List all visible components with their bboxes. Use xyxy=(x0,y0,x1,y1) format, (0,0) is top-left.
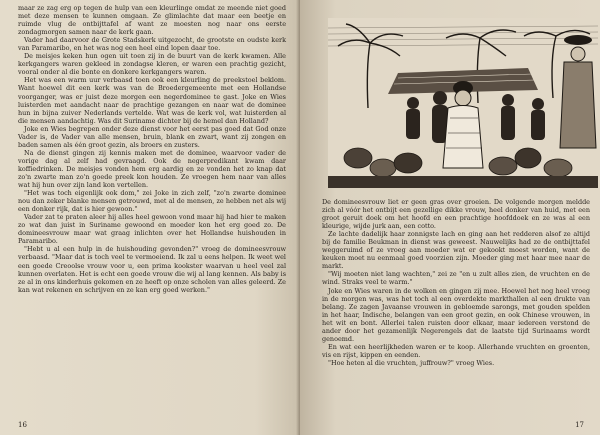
page-number: 17 xyxy=(575,421,584,429)
paragraph: Joke en Wies begrepen onder deze dienst voor het eerst pas goed dat God onze Vader is, de Vader van alle mensen, bruin, blank en zwart, want zij zongen en baden samen als één groot gezin, als broers en zusters. xyxy=(18,124,286,149)
page-number: 16 xyxy=(18,421,27,429)
paragraph: En wat een heerlijkheden waren er te koop. Allerhande vruchten en groenten, vis en rijst, kippen en eenden. xyxy=(322,342,590,359)
paragraph: De domineesvrouw liet er geen gras over groeien. De volgende morgen meldde zich al vóór het ontbijt een gezellige dikke vrouw, heel donker van huid, met een groot geruit doek om het hoofd en een prachtige hoofddoek en ze was al een kleurige, wijde jurk aan, een cotto. xyxy=(322,198,590,231)
paragraph: "Wij moeten niet lang wachten," zei ze "en u zult alles zien, de vruchten en de wind. Straks veel te warm." xyxy=(322,270,590,287)
paragraph: Het was een warm uur verbaasd toen ook een kleurling de preekstoel beklom. Want hoewel dit een kerk was van de Broedergemeente met een Hollandse voorganger, was er juist deze morgen een negerdominee te gast. Joke en Wies luisterden met aandacht naar de prachtige gezangen en naar wat de dominee hun in bijna zuiver Nederlands vertelde. Wat was de kerk vol, wat luisterden al die mensen aandachtig. Was dit Suriname dichter bij de hemel dan Holland? xyxy=(18,76,286,125)
market-illustration xyxy=(328,18,598,188)
paragraph: Joke en Wies waren in de wolken en gingen zij mee. Hoewel het nog heel vroeg in de morgen was, was het toch al een overdekte markthallen al een drukte van belang. Ze zagen Javaanse vrouwen in gebloemde sarongs, met gouden spelden in het haar, Indische, belangen van een groot gezin, en ook Chinese vrouwen, in het wit en bont. Allerlei talen ruisten door elkaar, maar iedereen verstond de ander door het gezamenlijk Negerengels dat de laatste tijd Surinaams wordt genoemd. xyxy=(322,286,590,343)
paragraph: "Hoe heten al die vruchten, juffrouw?" vroeg Wies. xyxy=(328,358,495,367)
paragraph: Na de dienst gingen zij kennis maken met de dominee, waarvoor vader de vorige dag al zelf had gevraagd. Ook de negerpredikant kwam daar koffiedrinken. De meisjes vonden hem erg aardig en ze vonden het zo knap dat zo'n zwarte man zo'n goede preek kon houden. Ze vroegen hem naar van alles wat hij hun over zijn land kon vertellen. xyxy=(18,148,286,190)
paragraph: Vader had daarvoor de Grote Stadskerk uitgezocht, de grootste en oudste kerk van Paramaribo, en het was nog een heel eind lopen daar toe. xyxy=(18,36,286,53)
paragraph: maar ze zag erg op tegen de hulp van een kleurlinge omdat ze meende niet goed met deze mensen te kunnen omgaan. Ze glimlachte dat maar een beetje en ruimde vlug de ontbijttafel af want ze moesten nog naar ons eerste zondagmorgen samen naar de kerk gaan. xyxy=(18,4,286,37)
right-page xyxy=(300,0,600,435)
paragraph: Vader zat te praten aleer hij alles heel gewoon vond maar hij had hier te maken zo wat dan juist in Suriname gewoond en moeder kon het erg goed zo. De domineesvrouw maar wat graag inlichten over het Hollandse huishouden in Paramaribo. xyxy=(18,213,286,246)
paragraph: Ze lachte dadelijk haar zonnigste lach en ging aan het redderen alsof ze altijd bij de familie Beukman in dienst was geweest. Nauwelijks had ze de ontbijttafel weggeruimd of ze vroeg aan moeder wat er gekookt moest worden, want de keuken moet nu eenmaal goed voorzien zijn. Moeder ging met haar mee naar de markt. xyxy=(322,230,590,271)
paragraph: De meisjes keken hun ogen uit toen zij in de buurt van de kerk kwamen. Alle kerkgangers waren gekleed in zondagse kleren, er waren een prachtig gezicht, vooral onder al die bonte en donkere kerkgangers waren. xyxy=(18,52,286,77)
paragraph: "Hebt u al een hulp in de huishouding gevonden?" vroeg de domineesvrouw verbaasd. "Maar dat is toch veel te vermoeiend. Ik zal u eens helpen. Ik weet wel een goede Creoolse vrouw voor u, een prima kookster waarvan u heel veel zal kunnen overlaten. Het is echt een goede vrouw die wij al lang kennen. Als baby is ze al in ons kinderhuis gekomen en ze heeft op onze scholen van alles geleerd. Ze kan wat rekenen en schrijven en ze kan erg goed werken." xyxy=(18,245,286,294)
paragraph: "Het was toch eigenlijk ook dom," zei Joke in zich zelf, "zo'n zwarte dominee nou dan zeker blanke mensen getrouwd, met al de mensen, ze hebben net als wij een donker rijk, dat is hier gewoon." xyxy=(18,189,286,214)
